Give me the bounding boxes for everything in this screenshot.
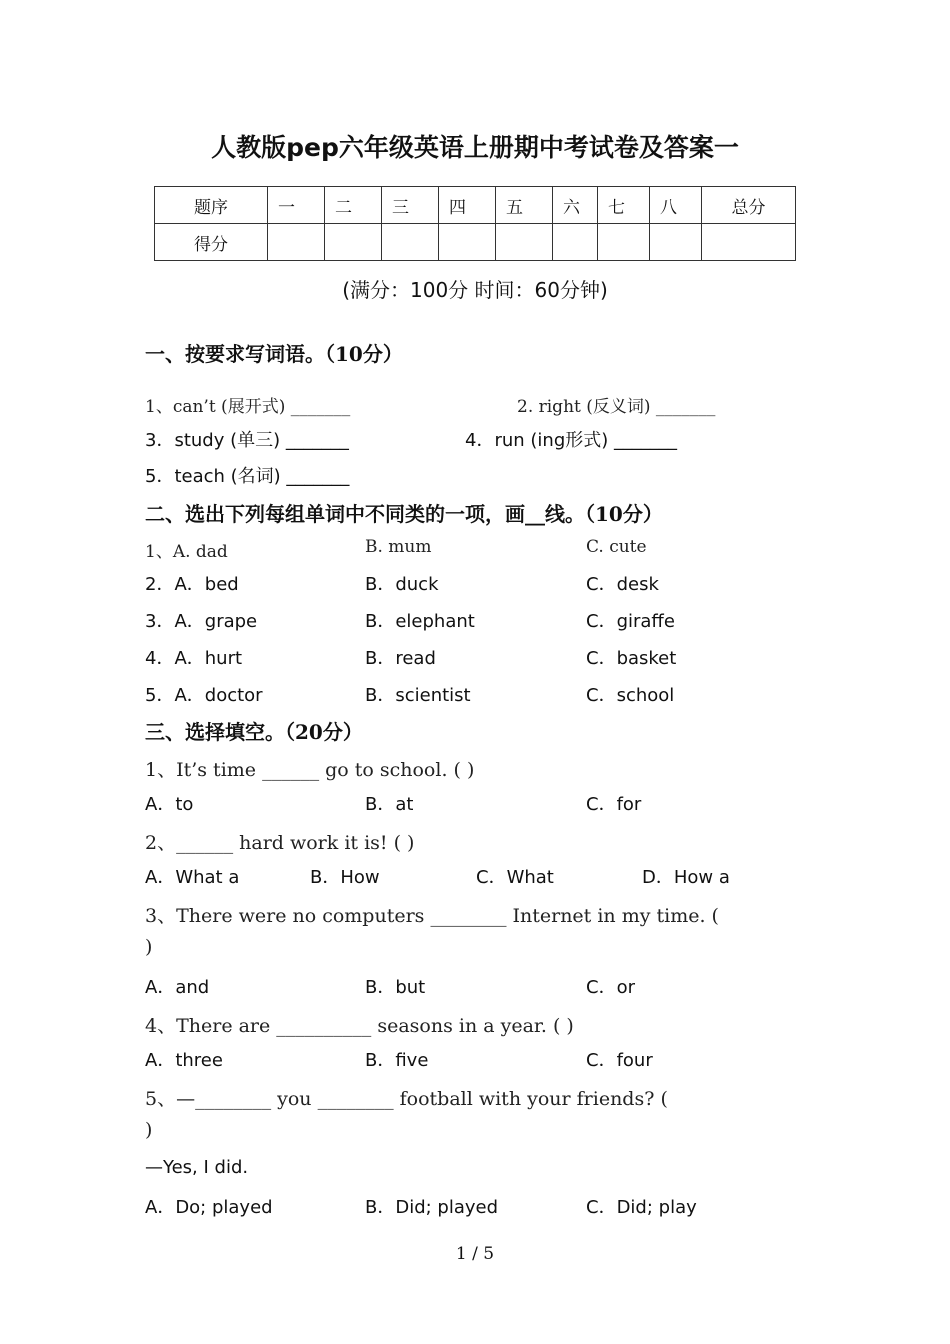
score-header-cell: 七	[598, 187, 650, 224]
section3-question-3-stem: 3、There were no computers ________ Internet in my time. (	[145, 905, 719, 927]
section3-question-5-stem-cont: )	[145, 1119, 153, 1141]
score-row-label: 得分	[155, 224, 268, 261]
section2-option: 2．A．bed	[145, 574, 239, 595]
section3-q5-answer-line: —Yes, I did.	[145, 1157, 249, 1178]
score-header-cell: 八	[650, 187, 702, 224]
section2-option: B. mum	[365, 537, 432, 557]
section2-option: B．duck	[365, 574, 439, 595]
section2-option: B．scientist	[365, 685, 471, 706]
section3-q3-option: C．or	[586, 977, 635, 998]
section3-heading: 三、选择填空。（20分）	[145, 720, 363, 744]
section2-option: C．basket	[586, 648, 677, 669]
score-cell[interactable]	[439, 224, 496, 261]
section3-q5-option: A．Do; played	[145, 1197, 273, 1218]
score-header-cell: 六	[553, 187, 598, 224]
section2-option: C．school	[586, 685, 675, 706]
score-header-cell: 五	[496, 187, 553, 224]
section3-q5-option: B．Did; played	[365, 1197, 499, 1218]
section3-question-5-stem: 5、—________ you ________ football with your friends? (	[145, 1088, 668, 1110]
score-cell[interactable]	[268, 224, 325, 261]
score-table	[154, 186, 796, 261]
section3-q3-option: B．but	[365, 977, 426, 998]
section3-q3-option: A．and	[145, 977, 210, 998]
section2-option: C．giraffe	[586, 611, 675, 632]
section3-question-2-stem: 2、______ hard work it is! ( )	[145, 832, 415, 854]
section3-q4-option: B．five	[365, 1050, 429, 1071]
score-header-cell: 四	[439, 187, 496, 224]
section1-question-4: 4．run (ing形式) _______	[465, 430, 677, 451]
section3-q4-option: A．three	[145, 1050, 223, 1071]
section2-option: 3．A．grape	[145, 611, 258, 632]
section3-q5-option: C．Did; play	[586, 1197, 697, 1218]
section3-q1-option: C．for	[586, 794, 642, 815]
section3-question-1-stem: 1、It’s time ______ go to school. ( )	[145, 759, 475, 781]
score-header-cell: 题序	[155, 187, 268, 224]
section2-option: 5．A．doctor	[145, 685, 263, 706]
section3-q2-option: C．What	[476, 867, 554, 888]
score-cell[interactable]	[382, 224, 439, 261]
score-note: (满分：100分 时间：60分钟)	[342, 278, 608, 302]
section2-heading: 二、选出下列每组单词中不同类的一项，画__线。（10分）	[145, 502, 663, 526]
section3-q1-option: B．at	[365, 794, 414, 815]
section1-question-1: 1、can’t (展开式) _______	[145, 397, 351, 417]
section2-option: 4．A．hurt	[145, 648, 243, 669]
section3-question-3-stem-cont: )	[145, 936, 153, 958]
score-cell[interactable]	[702, 224, 796, 261]
score-header-cell: 总分	[702, 187, 796, 224]
page-number: 1 / 5	[455, 1244, 495, 1264]
page-title: 人教版pep六年级英语上册期中考试卷及答案一	[211, 133, 739, 162]
section3-q2-option: B．How	[310, 867, 380, 888]
section1-question-2: 2. right (反义词) _______	[517, 397, 716, 417]
section2-option: C．desk	[586, 574, 659, 595]
score-table-header-row	[155, 187, 796, 224]
score-header-cell: 二	[325, 187, 382, 224]
section2-option: B．elephant	[365, 611, 475, 632]
score-table-score-row	[155, 224, 796, 261]
score-header-cell: 三	[382, 187, 439, 224]
section2-option: B．read	[365, 648, 436, 669]
section1-question-5: 5．teach (名词) _______	[145, 466, 350, 487]
section3-question-4-stem: 4、There are __________ seasons in a year. ( )	[145, 1015, 574, 1037]
section1-heading: 一、按要求写词语。（10分）	[145, 342, 403, 366]
score-cell[interactable]	[496, 224, 553, 261]
section3-q4-option: C．four	[586, 1050, 653, 1071]
section3-q2-option: A．What a	[145, 867, 240, 888]
score-header-cell: 一	[268, 187, 325, 224]
score-cell[interactable]	[650, 224, 702, 261]
section1-question-3: 3．study (单三) _______	[145, 430, 349, 451]
section3-q1-option: A．to	[145, 794, 194, 815]
score-cell[interactable]	[598, 224, 650, 261]
section2-option: 1、A. dad	[145, 542, 228, 562]
section3-q2-option: D．How a	[642, 867, 730, 888]
score-cell[interactable]	[325, 224, 382, 261]
score-cell[interactable]	[553, 224, 598, 261]
section2-option: C. cute	[586, 537, 647, 557]
